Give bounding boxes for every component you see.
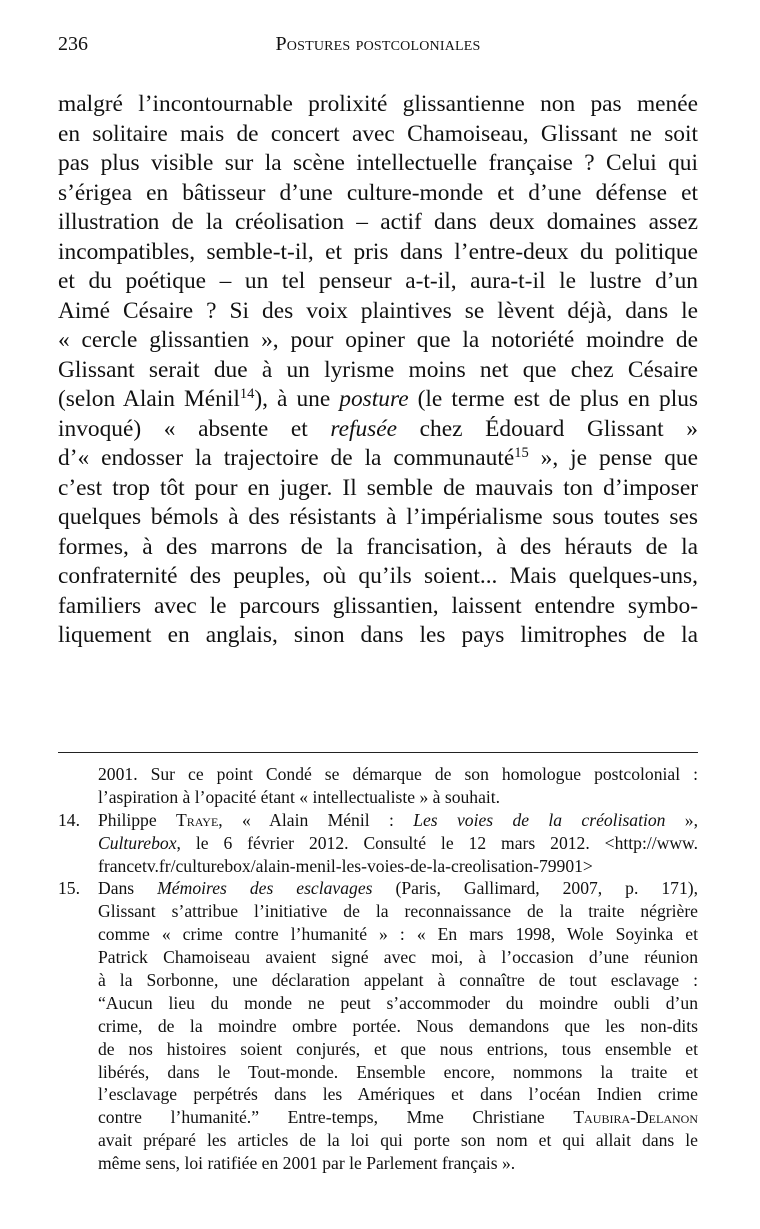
footnote-url: francetv.fr/culturebox/alain-menil-les-voies-de-la-creolisation-79901> [98,855,593,876]
footnote-line: l’esclavage perpétrés dans les Amériques et dans l’océan Indien crime [98,1084,698,1105]
text-line: c’est trop tôt pour en juger. Il semble de mauvais ton d’imposer [58,474,698,501]
footnote-continuation [58,763,698,809]
text-line: quelques bémols à des résistants à l’impérialisme sous toutes ses [58,504,698,530]
text-line: incompatibles, semble-t-il, et pris dans l’entre-deux du politique [58,238,698,265]
text-line: pas plus visible sur la scène intellectuelle française ? Celui qui [58,150,698,176]
text-line: d’« endosser la trajectoire de la communauté$^{15}$ », je pense que [58,445,698,471]
footnote-line: Philippe Traye, « Alain Ménil : Les voies de la créolisation », [98,809,698,830]
main-text [58,90,698,651]
footnote-line: Glissant s’attribue l’initiative de la reconnaissance de la traite négrière [98,901,698,922]
text-line: malgré l’incontournable prolixité glissantienne non pas menée [58,91,698,117]
footnote-14 [58,809,698,878]
text-line: Glissant serait due à un lyrisme moins net que chez Césaire [58,356,698,383]
footnote-line: même sens, loi ratifiée en 2001 par le Parlement français ». [98,1153,516,1174]
text-line: familiers avec le parcours glissantien, laissent entendre symbo- [58,592,698,619]
footnote-line: l’aspiration à l’opacité étant « intellectualiste » à souhait. [98,786,501,807]
footnote-ref-15: 15 [514,445,529,462]
footnote-ref-14: 14 [239,386,255,403]
text-line: s’érigea en bâtisseur d’une culture-monde et d’une défense et [58,179,698,206]
footnote-line: contre l’humanité.” Entre-temps, Mme Christiane Taubira-Delanon [98,1107,698,1128]
text-line: illustration de la créolisation – actif dans deux domaines assez [58,209,698,235]
footnote-line: de nos histoires soient conjurés, et que nous entrions, tous ensemble et [98,1038,698,1059]
footnotes [58,763,698,1175]
running-title: Postures postcoloniales [275,33,481,55]
text-line: formes, à des marrons de la francisation, à des hérauts de la [58,533,698,560]
footnote-line: avait préparé les articles de la loi qui porte son nom et qui allait dans le [98,1130,698,1151]
footnote-line: crime, de la moindre ombre portée. Nous demandons que les non-dits [98,1015,698,1036]
text-line: (selon Alain Ménil$^{14}$), à une posture (le terme est de plus en plus [58,386,698,412]
page-header [58,33,698,63]
footnote-15 [58,877,698,1175]
text-line: confraternité des peuples, où qu’ils soient... Mais quelques-uns, [58,563,698,589]
footnote-number: 14. [58,809,80,830]
footnote-line: Culturebox, le 6 février 2012. Consulté le 12 mars 2012. <http://www. [98,832,698,853]
footnote-number: 15. [58,878,80,899]
footnote-line: Dans Mémoires des esclavages (Paris, Gallimard, 2007, p. 171), [98,878,699,899]
footnote-line: Patrick Chamoiseau avaient signé avec moi, à l’occasion d’une réunion [98,947,698,968]
text-line: et du poétique – un tel penseur a-t-il, aura-t-il le lustre d’un [58,268,698,294]
text-line: en solitaire mais de concert avec Chamoiseau, Glissant ne soit [58,120,698,147]
text-line: Aimé Césaire ? Si des voix plaintives se lèvent déjà, dans le [58,297,698,324]
text-line: invoqué) « absente et refusée chez Édouard Glissant » [58,415,698,442]
text-line: « cercle glissantien », pour opiner que la notoriété moindre de [58,327,698,353]
footnote-line: comme « crime contre l’humanité » : « En mars 1998, Wole Soyinka et [98,924,698,945]
footnote-line: à la Sorbonne, une déclaration appelant à connaître de tout esclavage : [98,970,698,991]
page-number: 236 [58,33,88,55]
footnote-line: “Aucun lieu du monde ne peut s’accommoder du moindre oubli d’un [98,992,698,1013]
footnote-line: libérés, dans le Tout-monde. Ensemble encore, nommons la traite et [98,1061,698,1082]
footnote-separator [58,752,698,753]
text-line: liquement en anglais, sinon dans les pays limitrophes de la [58,622,698,648]
footnote-line: 2001. Sur ce point Condé se démarque de son homologue postcolonial : [98,764,698,784]
